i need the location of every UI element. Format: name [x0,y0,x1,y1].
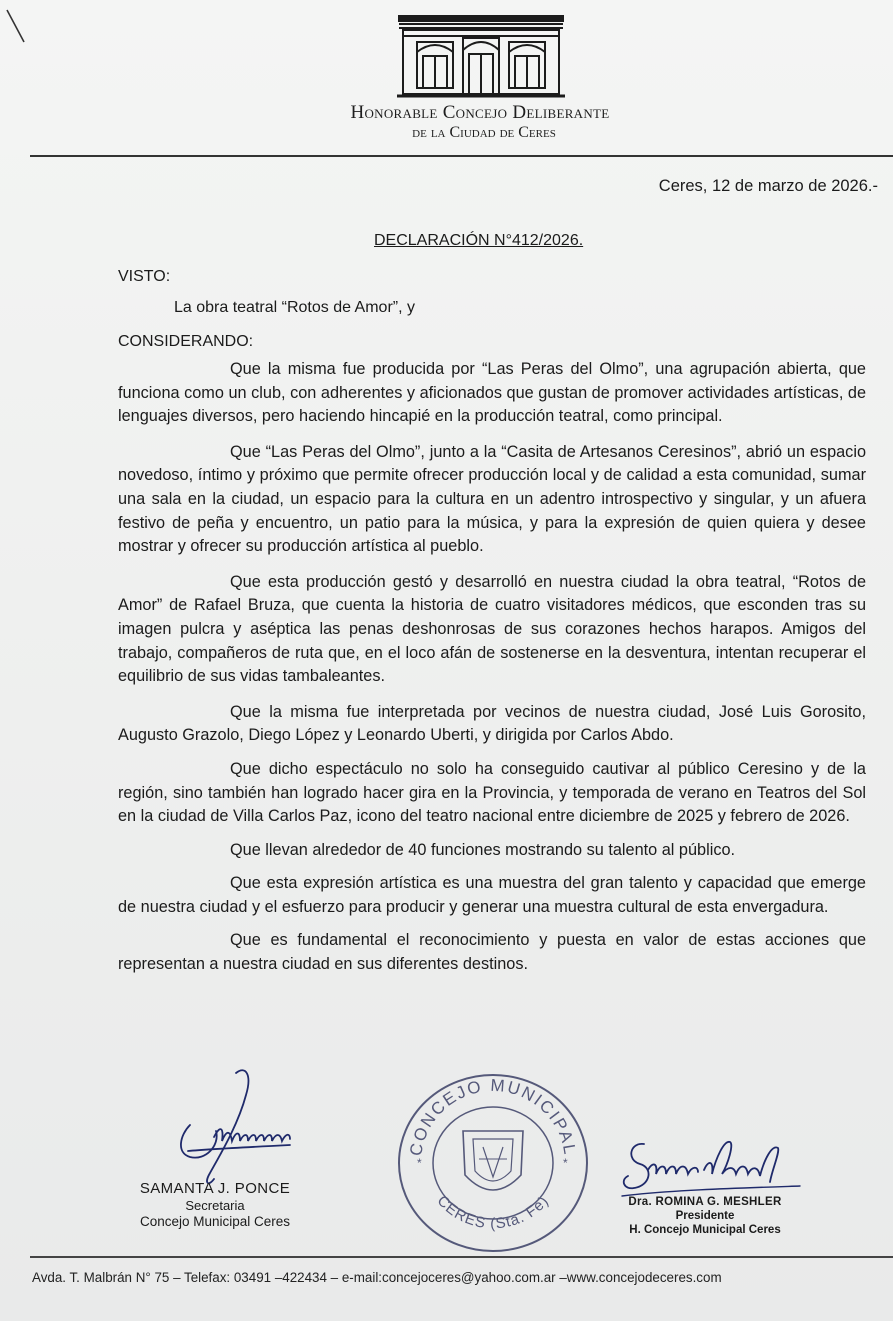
svg-text:*: * [417,1156,422,1170]
declaration-title: DECLARACIÓN N°412/2026. [374,232,584,249]
org-subtitle: de la Ciudad de Ceres [412,124,556,141]
paragraph: Que esta producción gestó y desarrolló en nuestra ciudad la obra teatral, “Rotos de Amor” de Rafael Bruza, que cuenta la historia de cuatro visitadores médicos, que esconden tras su imagen pulcra y aséptica las penas deshonrosas de sus corazones hechos harapos. Amigos del trabajo, compañeros de ruta que, en el loco afán de sostenerse en la desventura, intentan recuperar el equilibrio de sus vidas tambaleantes. [118,572,866,686]
paragraph: Que esta expresión artística es una muestra del gran talento y capacidad que emerge de nuestra ciudad y el esfuerzo para producir y generar una muestra cultural de esta envergadura. [118,874,866,916]
svg-text:CONCEJO MUNICIPAL [406,1076,580,1158]
footer-contact: Avda. T. Malbrán N° 75 – Telefax: 03491 –422434 – e-mail:concejoceres@yahoo.com.ar –www.concejodeceres.com [32,1270,722,1285]
seal-top-text: CONCEJO MUNICIPAL [406,1075,580,1158]
president-role: Presidente [675,1210,735,1222]
considerando-label: CONSIDERANDO: [118,333,254,350]
svg-text:*: * [563,1156,568,1170]
paragraph: Que llevan alrededor de 40 funciones mostrando su talento al público. [230,840,736,859]
pen-mark [4,6,34,46]
secretary-org: Concejo Municipal Ceres [139,1214,291,1229]
org-title: Honorable Concejo Deliberante [350,102,610,123]
secretary-name: SAMANTA J. PONCE [139,1180,291,1197]
building-emblem-icon [397,12,565,100]
president-org: H. Concejo Municipal Ceres [629,1224,781,1236]
svg-text:CERES (Sta. Fe) [434,1192,553,1232]
handwritten-signature-left [150,1065,340,1195]
paragraph: Que “Las Peras del Olmo”, junto a la “Casita de Artesanos Ceresinos”, abrió un espacio novedoso, íntimo y próximo que permite ofrecer producción local y de calidad a esta comunidad, sumar una sala en la ciudad, un espacio para la cultura en un adentro introspectivo y singular, y un afuera festivo de peña y encuentro, un patio para la música, y para la expresión de quien quiera y desee mostrar y ofrecer su producción artística al pueblo. [118,442,866,556]
official-seal [393,1065,593,1255]
considerando-body [118,358,866,989]
footer-divider [30,1256,893,1258]
paragraph: Que la misma fue interpretada por vecinos de nuestra ciudad, José Luis Gorosito, Augusto Grazolo, Diego López y Leonardo Uberti, y dirigida por Carlos Abdo. [118,702,866,745]
signature-block-president [600,1196,810,1236]
header-divider [30,155,893,157]
visto-label: VISTO: [118,268,171,285]
document-date: Ceres, 12 de marzo de 2026.- [658,177,878,195]
signature-block-secretary [120,1180,310,1229]
president-name: Dra. ROMINA G. MESHLER [628,1196,782,1208]
paragraph: Que la misma fue producida por “Las Peras del Olmo”, una agrupación abierta, que funciona como un club, con adherentes y aficionados que gustan de promover actividades artísticas, de lenguajes diversos, pero haciendo hincapié en la producción teatral, como principal. [118,360,866,426]
paragraph: Que dicho espectáculo no solo ha conseguido cautivar al público Ceresino y de la región, sino también han logrado hacer gira en la Provincia, y temporada de verano en Teatros del Sol en la ciudad de Villa Carlos Paz, icono del teatro nacional entre diciembre de 2025 y febrero de 2026. [118,759,866,826]
secretary-role: Secretaria [185,1198,245,1213]
paragraph: Que es fundamental el reconocimiento y puesta en valor de estas acciones que representan a nuestra ciudad en sus diferentes destinos. [118,931,866,974]
seal-bottom-text: CERES (Sta. Fe) [433,1192,553,1233]
visto-text: La obra teatral “Rotos de Amor”, y [174,299,415,316]
